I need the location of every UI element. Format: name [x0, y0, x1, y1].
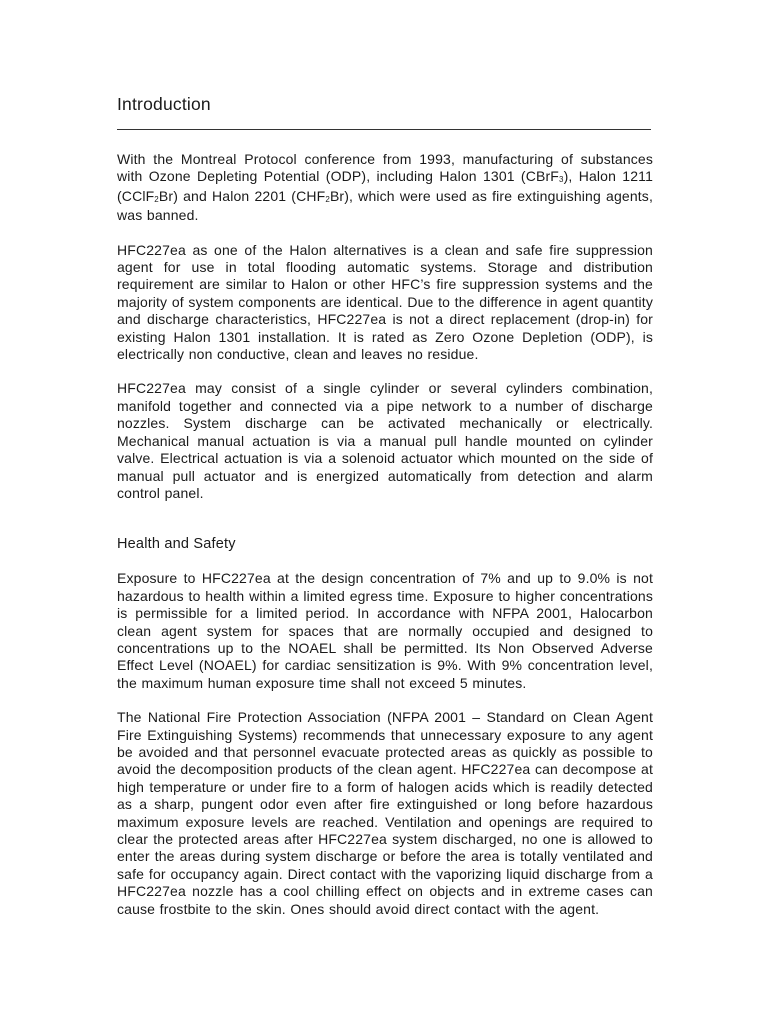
paragraph-hfc227ea-alternative: HFC227ea as one of the Halon alternatives is a clean and safe fire suppression agent for use in total flooding automatic systems. Storage and distribution requirement are similar to Halon or other HFC’s fire suppression systems and the majority of system components are identical. Due to the difference in agent quantity and discharge characteristics, HFC227ea is not a direct replacement (drop-in) for existing Halon 1301 installation. It is rated as Zero Ozone Depletion (ODP), is electrically non conductive, clean and leaves no residue. — [117, 241, 653, 363]
paragraph-text: With the Montreal Protocol conference from 1993, manufacturing of substances with Ozone Depleting Potential (ODP), including Halon 1301 (CBrF — [117, 151, 653, 185]
paragraph-exposure: Exposure to HFC227ea at the design concentration of 7% and up to 9.0% is not hazardous to health within a limited egress time. Exposure to higher concentrations is permissible for a limited period. In accordance with NFPA 2001, Halocarbon clean agent system for spaces that are normally occupied and designed to concentrations up to the NOAEL shall be permitted. Its Non Observed Adverse Effect Level (NOAEL) for cardiac sensitization is 9%. With 9% concentration level, the maximum human exposure time shall not exceed 5 minutes. — [117, 570, 653, 691]
document-body — [117, 93, 653, 918]
subscript: 3 — [559, 175, 564, 185]
paragraph-nfpa-recommendation: The National Fire Protection Association (NFPA 2001 – Standard on Clean Agent Fire Extinguishing Systems) recommends that unnecessary exposure to any agent be avoided and that personnel evacuate protected areas as quickly as possible to avoid the decomposition products of the clean agent. HFC227ea can decompose at high temperature or under fire to a form of halogen acids which is readily detected as a sharp, pungent odor even after fire extinguished or long before hazardous maximum exposure levels are reached. Ventilation and openings are required to clear the protected areas after HFC227ea system discharged, no one is allowed to enter the areas during system discharge or before the area is totally ventilated and safe for occupancy again. Direct contact with the vaporizing liquid discharge from a HFC227ea nozzle has a cool chilling effect on objects and in extreme cases can cause frostbite to the skin. Ones should avoid direct contact with the agent. — [117, 709, 653, 917]
paragraph-montreal-protocol — [117, 151, 653, 225]
section-heading-introduction: Introduction — [117, 94, 211, 114]
heading-divider — [117, 129, 651, 130]
subscript: 2 — [325, 194, 330, 204]
section-heading-health-safety: Health and Safety — [117, 536, 236, 553]
paragraph-system-configuration: HFC227ea may consist of a single cylinder or several cylinders combination, manifold together and connected via a pipe network to a number of discharge nozzles. System discharge can be activated mechanically or electrically. Mechanical manual actuation is via a manual pull handle mounted on cylinder valve. Electrical actuation is via a solenoid actuator which mounted on the side of manual pull actuator and is energized automatically from detection and alarm control panel. — [117, 380, 653, 501]
subscript: 2 — [154, 194, 159, 204]
paragraph-text: Br), which were used as fire extinguishing agents, was banned. — [117, 187, 653, 224]
paragraph-text: Br) and Halon 2201 (CHF — [158, 187, 326, 204]
paragraph-text: ), Halon 1211 (CClF — [117, 168, 654, 204]
